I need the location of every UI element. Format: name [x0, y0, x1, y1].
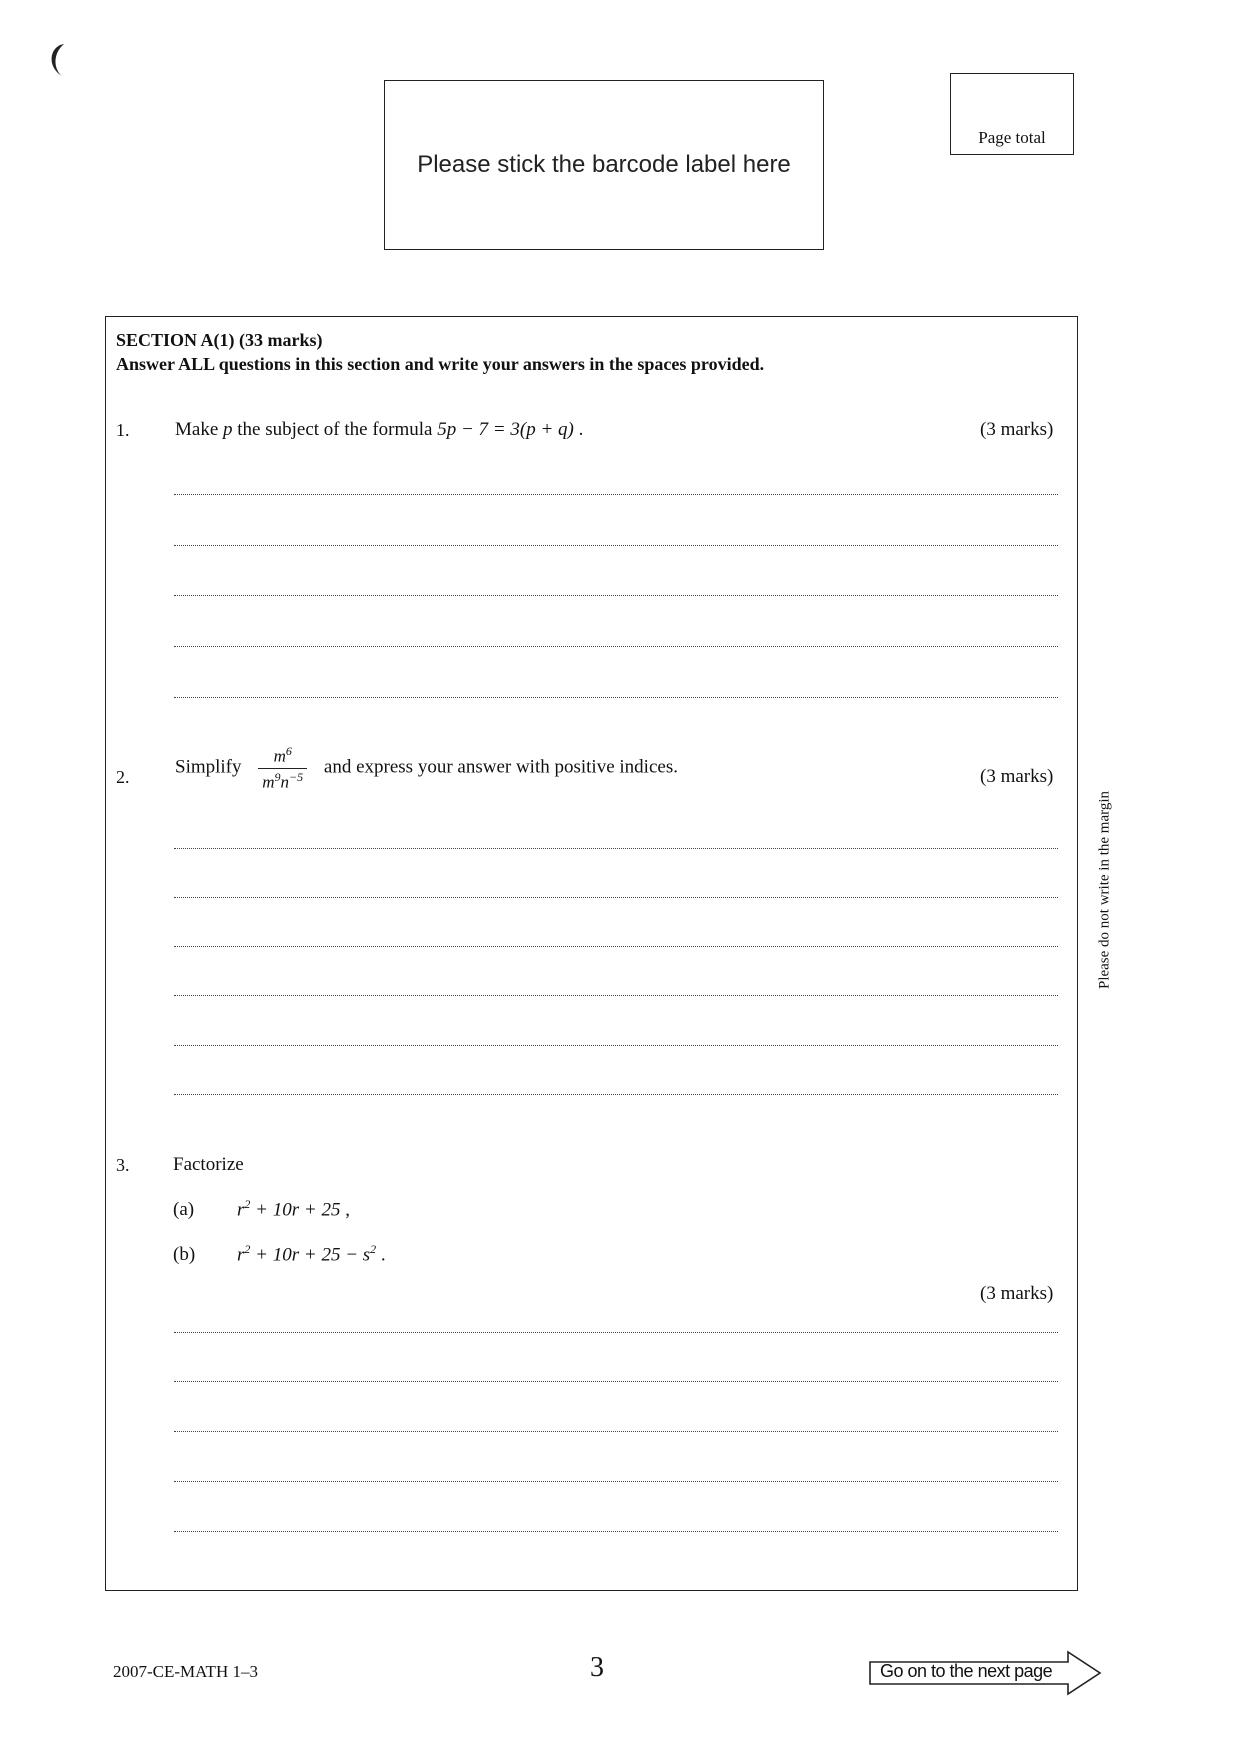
barcode-instruction: Please stick the barcode label here	[417, 151, 791, 178]
margin-note-text: Please do not write in the margin	[1096, 790, 1113, 990]
answer-line[interactable]	[174, 897, 1058, 898]
expression-a-exponent: 2	[244, 1197, 251, 1211]
page-total-box	[950, 73, 1074, 155]
question-2-prefix: Simplify	[175, 756, 242, 778]
question-1-text	[175, 419, 583, 441]
fraction-numerator	[258, 744, 307, 767]
denominator-n-exponent: −5	[289, 769, 304, 784]
question-1-number: 1.	[116, 420, 130, 440]
answer-line[interactable]	[174, 1431, 1058, 1432]
question-1-formula: 5p − 7 = 3(p + q)	[437, 419, 574, 440]
next-page-arrow	[868, 1650, 1106, 1696]
answer-line[interactable]	[174, 494, 1058, 495]
question-3b-label: (b)	[173, 1244, 196, 1265]
question-3b-expression	[237, 1242, 386, 1266]
question-3a-label: (a)	[173, 1199, 195, 1220]
section-header	[116, 328, 764, 376]
paper-code: 2007-CE-MATH 1–3	[113, 1662, 258, 1681]
page-number: 3	[590, 1652, 604, 1683]
numerator-base: m	[273, 746, 286, 766]
question-1-prefix: Make	[175, 419, 219, 440]
question-1-middle: the subject of the formula	[237, 419, 433, 440]
expression-b-tail: .	[380, 1244, 386, 1266]
question-2-number: 2.	[116, 767, 130, 787]
expression-b-base: r	[237, 1244, 245, 1266]
answer-line[interactable]	[174, 848, 1058, 849]
question-2-suffix: and express your answer with positive indices.	[323, 756, 678, 778]
page-total-label: Page total	[978, 128, 1046, 147]
answer-line[interactable]	[174, 946, 1058, 947]
question-2-text	[175, 744, 678, 792]
question-1-suffix: .	[578, 419, 584, 440]
question-3-marks: (3 marks)	[980, 1283, 1054, 1304]
answer-line[interactable]	[174, 1332, 1058, 1333]
expression-a-tail: ,	[345, 1199, 350, 1221]
expression-b-exponent: 2	[244, 1242, 251, 1256]
barcode-label-box	[384, 80, 824, 250]
denominator-m: m	[262, 772, 275, 792]
denominator-n: n	[280, 772, 290, 792]
question-3-prefix: Factorize	[173, 1154, 244, 1175]
answer-line[interactable]	[174, 1381, 1058, 1382]
answer-line[interactable]	[174, 545, 1058, 546]
expression-a-base: r	[237, 1199, 245, 1221]
question-2-marks: (3 marks)	[980, 766, 1054, 787]
question-2-fraction	[258, 744, 307, 792]
answer-line[interactable]	[174, 697, 1058, 698]
answer-line[interactable]	[174, 1481, 1058, 1482]
expression-b-exponent-2: 2	[370, 1242, 377, 1256]
answer-line[interactable]	[174, 995, 1058, 996]
expression-b-rest: + 10r + 25 − s	[250, 1244, 371, 1266]
answer-line[interactable]	[174, 1045, 1058, 1046]
answer-line[interactable]	[174, 1094, 1058, 1095]
fraction-bar	[258, 768, 307, 769]
answer-line[interactable]	[174, 1531, 1058, 1532]
question-3a-expression	[237, 1197, 350, 1221]
question-1-marks: (3 marks)	[980, 419, 1054, 440]
question-1-variable: p	[223, 419, 233, 440]
denominator-m-exponent: 9	[274, 769, 281, 784]
expression-a-rest: + 10r + 25	[250, 1199, 341, 1221]
section-title: SECTION A(1) (33 marks)	[116, 330, 323, 350]
margin-note	[1096, 780, 1114, 1000]
section-instruction: Answer ALL questions in this section and write your answers in the spaces provided.	[116, 354, 765, 374]
question-3-number: 3.	[116, 1155, 130, 1175]
answer-line[interactable]	[174, 646, 1058, 647]
answer-frame	[105, 316, 1078, 1591]
next-page-label: Go on to the next page	[880, 1661, 1053, 1681]
numerator-exponent: 6	[285, 744, 292, 758]
fraction-denominator	[258, 770, 307, 793]
answer-line[interactable]	[174, 595, 1058, 596]
scan-corner-mark	[42, 40, 72, 80]
